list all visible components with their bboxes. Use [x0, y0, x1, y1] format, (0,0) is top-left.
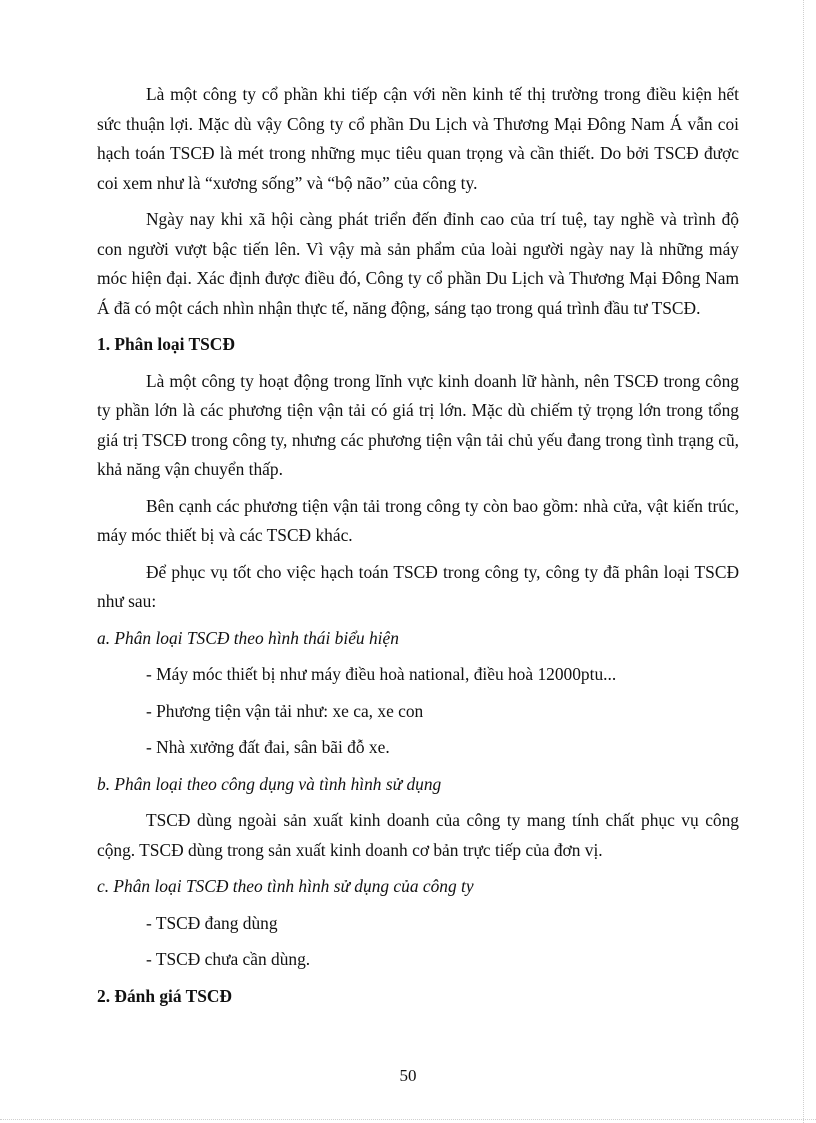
section-1-paragraph-3: Để phục vụ tốt cho việc hạch toán TSCĐ trong công ty, công ty đã phân loại TSCĐ như sau:: [97, 561, 739, 611]
intro-paragraph-1: Là một công ty cổ phần khi tiếp cận với nền kinh tế thị trường trong điều kiện hết sức thuận lợi. Mặc dù vậy Công ty cổ phần Du Lịch và Thương Mại Đông Nam Á vẫn coi hạch toán TSCĐ là mét trong những mục tiêu quan trọng và cần thiết. Do bởi TSCĐ được coi xem như là “xương sống” và “bộ não” của công ty.: [97, 84, 739, 193]
section-1-paragraph-2: Bên cạnh các phương tiện vận tải trong công ty còn bao gồm: nhà cửa, vật kiến trúc, máy móc thiết bị và các TSCĐ khác.: [97, 495, 739, 545]
section-1-paragraph-1: Là một công ty hoạt động trong lĩnh vực kinh doanh lữ hành, nên TSCĐ trong công ty phần lớn là các phương tiện vận tải có giá trị lớn. Mặc dù chiếm tỷ trọng lớn trong tổng giá trị TSCĐ trong công ty, nhưng các phương tiện vận tải chủ yếu đang trong tình trạng cũ, khả năng vận chuyển thấp.: [97, 370, 739, 479]
subsection-c-item: - TSCĐ chưa cần dùng.: [146, 949, 311, 969]
subsection-c-item: - TSCĐ đang dùng: [146, 912, 278, 933]
section-1-heading: 1. Phân loại TSCĐ: [97, 334, 235, 354]
subsection-b-heading: b. Phân loại theo công dụng và tình hình sử dụng: [97, 773, 442, 794]
section-2-heading: 2. Đánh giá TSCĐ: [97, 985, 232, 1006]
page-edge-divider-bottom: [0, 1119, 816, 1120]
page-number: 50: [399, 1066, 417, 1085]
subsection-c-heading: c. Phân loại TSCĐ theo tình hình sử dụng của công ty: [97, 876, 474, 896]
subsection-a-heading: a. Phân loại TSCĐ theo hình thái biểu hiện: [97, 627, 399, 648]
subsection-a-item: - Phương tiện vận tải như: xe ca, xe con: [146, 700, 424, 721]
page-edge-divider-right: [803, 0, 804, 1123]
subsection-a-item: - Máy móc thiết bị như máy điều hoà national, điều hoà 12000ptu...: [146, 664, 617, 684]
intro-paragraph-2: Ngày nay khi xã hội càng phát triển đến đỉnh cao của trí tuệ, tay nghề và trình độ con người vượt bậc tiến lên. Vì vậy mà sản phẩm của loài người ngày nay là những máy móc hiện đại. Xác định được điều đó, Công ty cổ phần Du Lịch và Thương Mại Đông Nam Á đã có một cách nhìn nhận thực tế, năng động, sáng tạo trong quá trình đầu tư TSCĐ.: [97, 209, 739, 318]
page-content: [97, 80, 739, 1018]
subsection-b-paragraph: TSCĐ dùng ngoài sản xuất kinh doanh của công ty mang tính chất phục vụ công cộng. TSCĐ dùng trong sản xuất kinh doanh cơ bản trực tiếp của đơn vị.: [97, 810, 739, 860]
subsection-a-item: - Nhà xưởng đất đai, sân bãi đỗ xe.: [146, 737, 390, 757]
